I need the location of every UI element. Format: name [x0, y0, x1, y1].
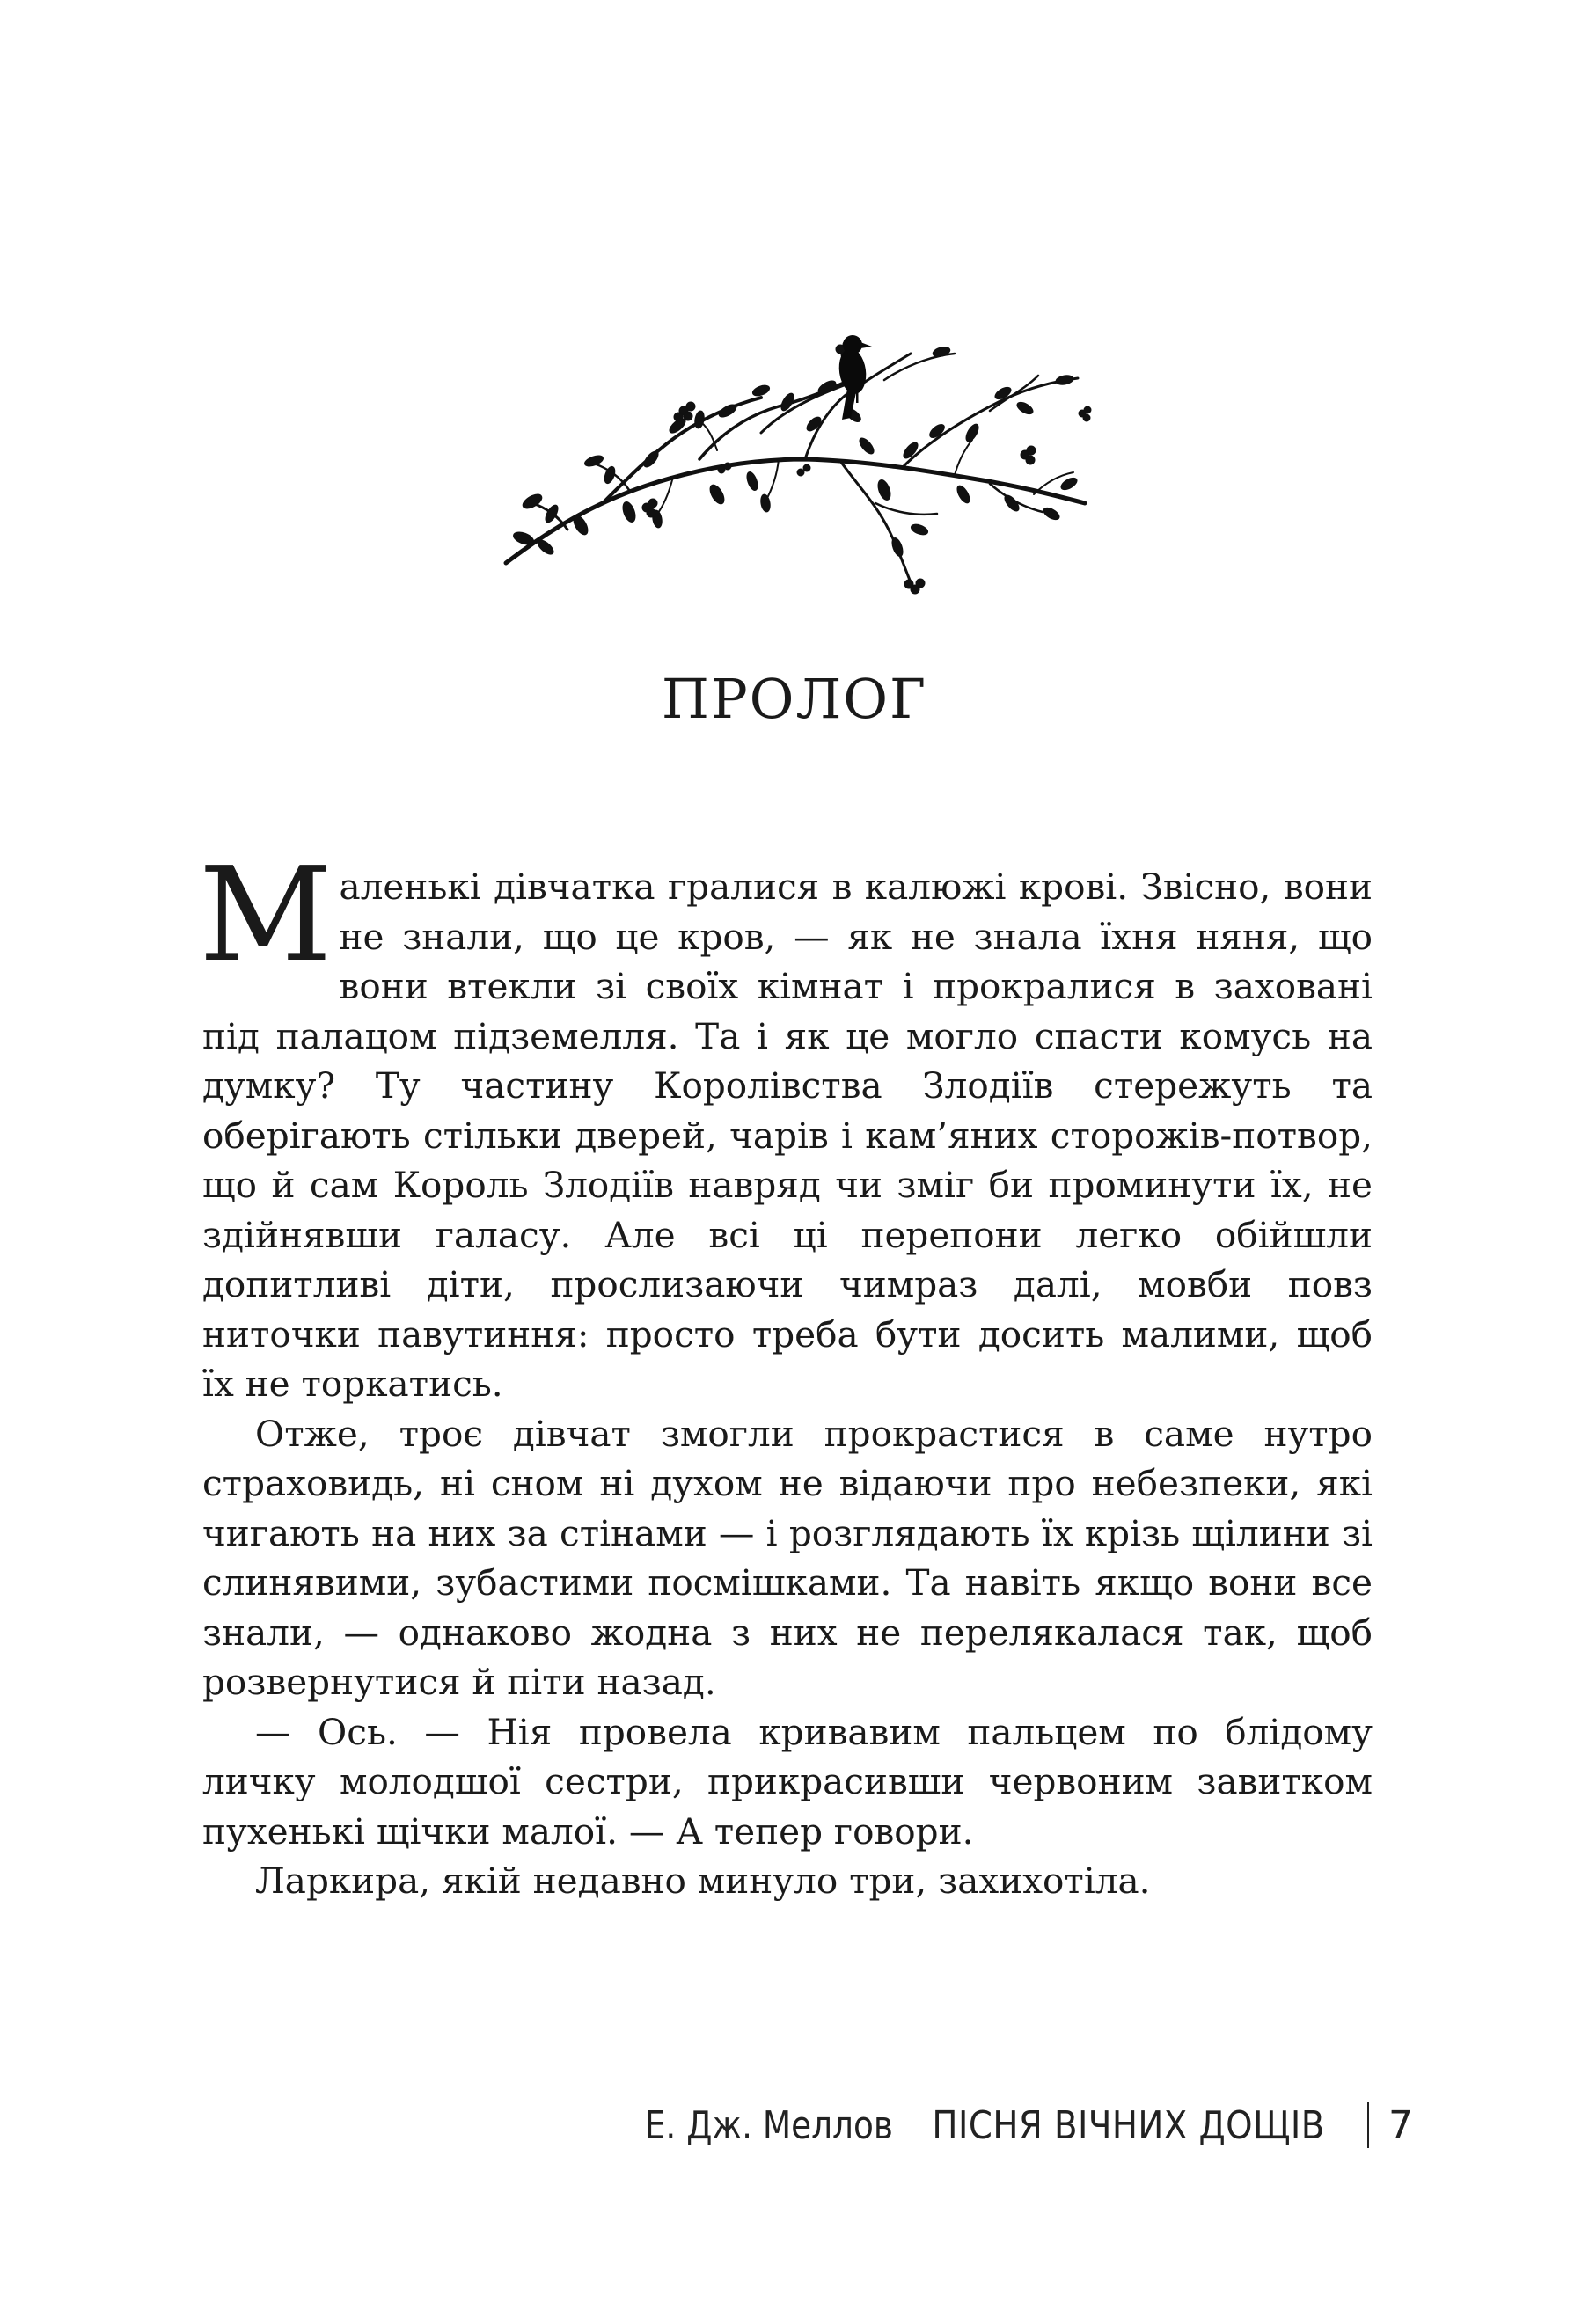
footer-separator [1367, 2102, 1369, 2148]
running-footer [601, 2102, 1413, 2148]
tree-branch-with-bird-icon [497, 327, 1095, 609]
body-text [199, 839, 1373, 1906]
page-number: 7 [1388, 2102, 1413, 2148]
footer-book-title: ПІСНЯ ВІЧНИХ ДОЩІВ [932, 2102, 1325, 2148]
paragraph: — Ось. — Нія провела кривавим пальцем по блідому личку молодшої сестри, прикрасивши червоним завитком пухенькі щічки малої. — А тепер говори. [202, 1710, 1373, 1853]
paragraph: Ларкира, якій недавно минуло три, захихотіла. [255, 1860, 1151, 1902]
paragraph-text: аленькі дівчатка гралися в калюжі крові. Звісно, вони не знали, що це кров, — як не знала їхня няня, що вони втекли зі своїх кімнат і прокралися в заховані під палацом підземелля. Та і як це могло спасти комусь на думку? Ту частину Королівства Злодіїв стережуть та оберігають стільки дверей, чарів і кам’яних сторожів-потвор, що й сам Король Злодіїв навряд чи зміг би проминути їх, не здійнявши галасу. Але всі ці перепони легко обійшли допитливі діти, прослизаючи чимраз далі, мовби повз ниточки павутиння: просто треба бути досить малими, щоб їх не торкатись. [202, 866, 1373, 1405]
footer-author: Е. Дж. Меллов [644, 2102, 893, 2148]
drop-cap: М [199, 839, 333, 990]
paragraph [199, 839, 1373, 1409]
chapter-title: ПРОЛОГ [661, 667, 928, 731]
paragraph: Отже, троє дівчат змогли прокрастися в саме нутро страховидь, ні сном ні духом не відаючи про небезпеки, які чигають на них за стінами — і розглядають їх крізь щілини зі слинявими, зубастими посмішками. Та навіть якщо вони все знали, — однаково жодна з них не перелякалася так, щоб розвернутися й піти назад. [202, 1412, 1373, 1703]
